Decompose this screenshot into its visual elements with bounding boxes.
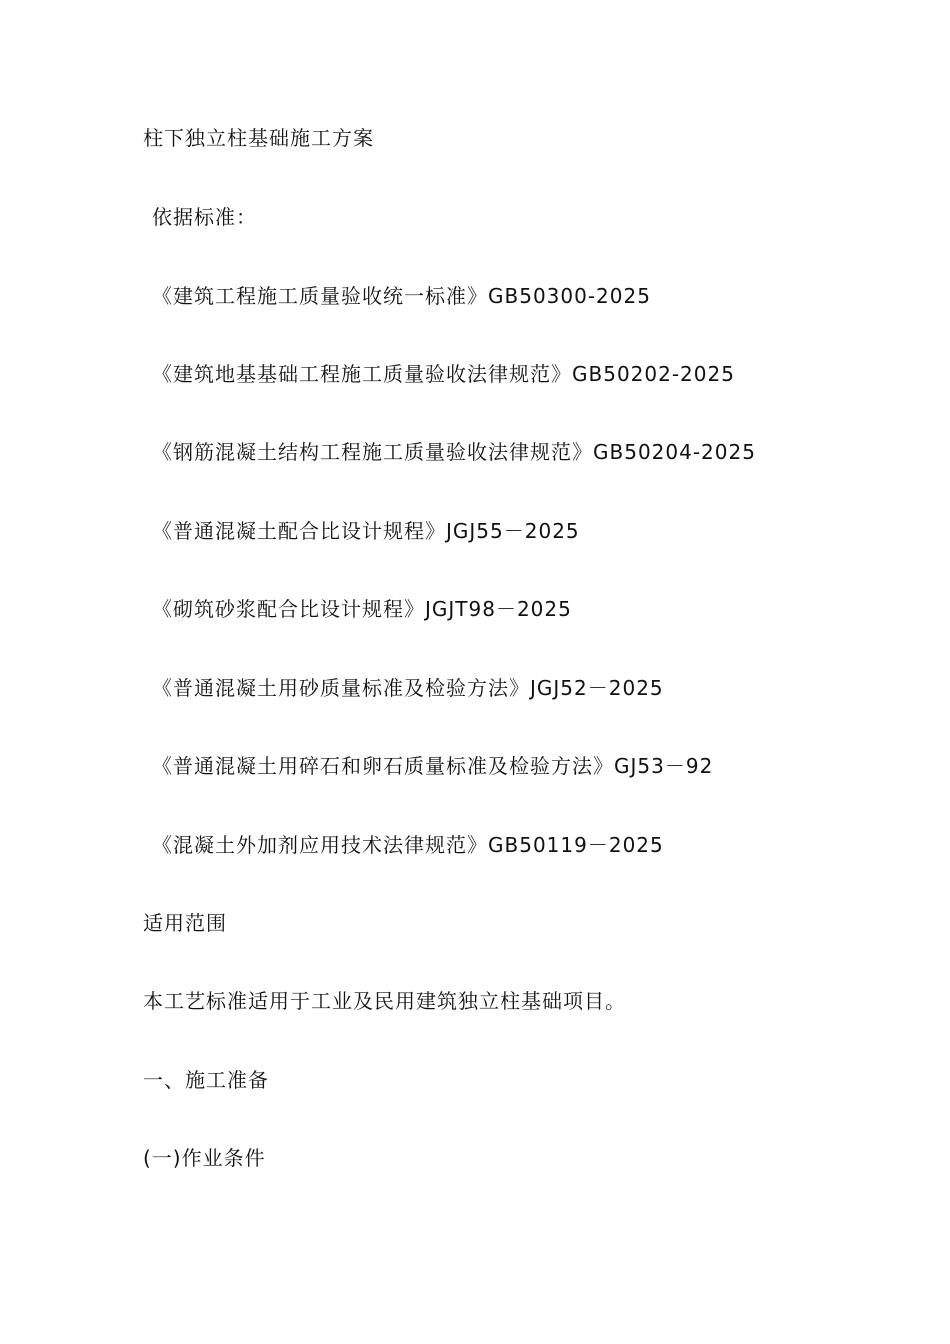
standard-item: 《普通混凝土用碎石和卵石质量标准及检验方法》GJ53－92	[152, 754, 714, 778]
document-title: 柱下独立柱基础施工方案	[143, 126, 374, 150]
scope-heading: 适用范围	[143, 911, 227, 935]
standard-item: 《建筑地基基础工程施工质量验收法律规范》GB50202-2025	[152, 362, 735, 386]
standard-item: 《砌筑砂浆配合比设计规程》JGJT98－2025	[152, 597, 572, 621]
standard-item: 《建筑工程施工质量验收统一标准》GB50300-2025	[152, 284, 651, 308]
standard-item: 《普通混凝土用砂质量标准及检验方法》JGJ52－2025	[152, 676, 664, 700]
standard-item: 《普通混凝土配合比设计规程》JGJ55－2025	[152, 519, 580, 543]
basis-label: 依据标准：	[152, 205, 257, 229]
scope-text: 本工艺标准适用于工业及民用建筑独立柱基础项目。	[143, 989, 626, 1013]
standard-item: 《钢筋混凝土结构工程施工质量验收法律规范》GB50204-2025	[152, 440, 756, 464]
standard-item: 《混凝土外加剂应用技术法律规范》GB50119－2025	[152, 833, 664, 857]
section-heading: 一、施工准备	[143, 1068, 269, 1092]
subsection-heading: (一)作业条件	[143, 1146, 266, 1170]
